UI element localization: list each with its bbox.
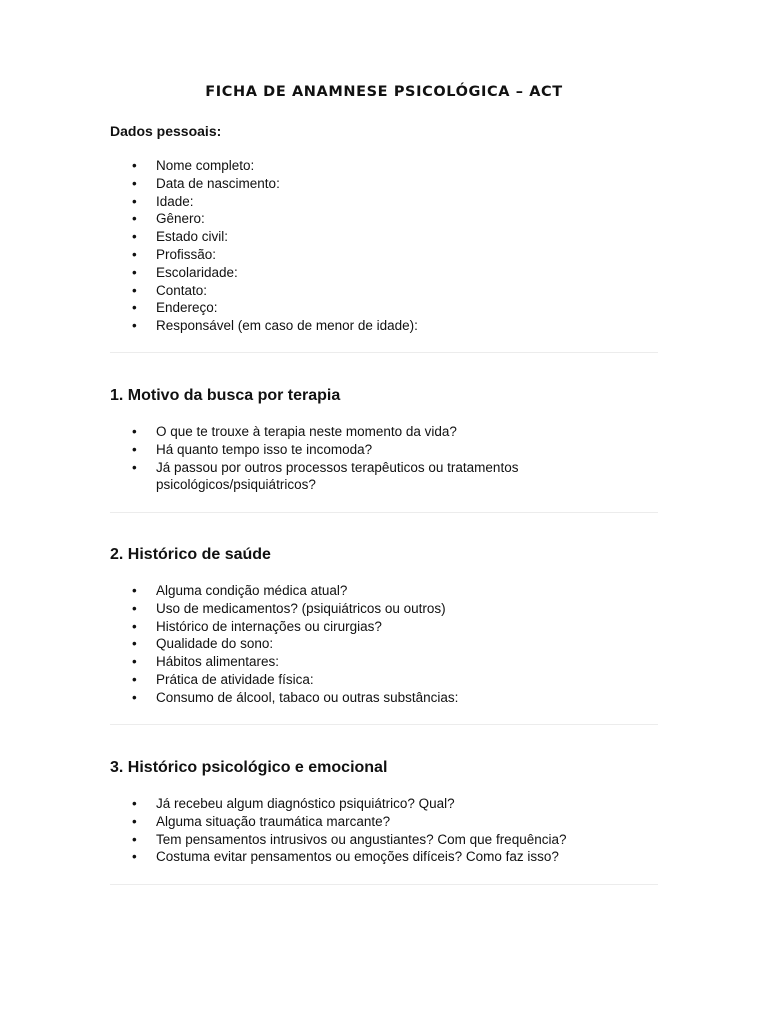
list-item: [110, 317, 658, 335]
list-item-text: Qualidade do sono:: [156, 636, 274, 652]
bullet-icon: •: [132, 600, 137, 616]
bullet-icon: •: [132, 689, 137, 705]
list-item-text: Prática de atividade física:: [156, 671, 314, 687]
bullet-icon: •: [132, 424, 137, 439]
section-divider: [110, 352, 658, 353]
bullet-icon: •: [132, 229, 137, 245]
section-historico-saude: [110, 544, 658, 707]
list-item: [110, 299, 658, 317]
list-item-text: Endereço:: [156, 300, 218, 316]
bullet-icon: •: [132, 246, 137, 262]
list-item-text: Nome completo:: [156, 158, 255, 173]
bullet-icon: •: [132, 459, 137, 475]
bullet-icon: •: [132, 175, 137, 191]
section-list: [110, 582, 658, 707]
personal-data-section: [110, 121, 658, 335]
document-title: FICHA DE ANAMNESE PSICOLÓGICA – ACT: [205, 84, 563, 100]
list-item: [110, 795, 658, 813]
section-historico-psicologico: [110, 757, 658, 866]
list-item-text: Já recebeu algum diagnóstico psiquiátrico? Qual?: [156, 796, 455, 811]
list-item: [110, 459, 596, 495]
list-item-text: Contato:: [156, 282, 208, 298]
section-divider: [110, 512, 658, 513]
list-item: [110, 635, 658, 653]
list-item-text: Consumo de álcool, tabaco ou outras substâncias:: [156, 689, 459, 705]
list-item: [110, 157, 658, 175]
list-item: [110, 600, 658, 618]
list-item: [110, 282, 658, 300]
section-motivo: [110, 385, 658, 494]
list-item-text: Hábitos alimentares:: [156, 654, 280, 670]
list-item-text: Gênero:: [156, 211, 205, 227]
list-item: [110, 582, 658, 600]
list-item-text: Histórico de internações ou cirurgias?: [156, 618, 382, 634]
bullet-icon: •: [132, 441, 137, 457]
section-heading: 3. Histórico psicológico e emocional: [110, 759, 388, 776]
list-item-text: Costuma evitar pensamentos ou emoções difíceis? Como faz isso?: [156, 849, 559, 865]
list-item: [110, 653, 658, 671]
list-item: [110, 831, 658, 849]
list-item: [110, 618, 658, 636]
list-item-text: Idade:: [156, 193, 194, 209]
bullet-icon: •: [132, 583, 137, 598]
list-item-text: Já passou por outros processos terapêuticos ou tratamentos psicológicos/psiquiátricos?: [156, 459, 519, 493]
section-divider: [110, 884, 658, 885]
list-item-text: Data de nascimento:: [156, 175, 280, 191]
bullet-icon: •: [132, 282, 137, 298]
bullet-icon: •: [132, 211, 137, 227]
bullet-icon: •: [132, 618, 137, 634]
list-item: [110, 813, 658, 831]
list-item: [110, 848, 658, 866]
bullet-icon: •: [132, 654, 137, 670]
bullet-icon: •: [132, 300, 137, 316]
list-item: [110, 423, 658, 441]
list-item-text: Alguma condição médica atual?: [156, 583, 348, 598]
list-item: [110, 671, 658, 689]
list-item: [110, 210, 658, 228]
list-item-text: Tem pensamentos intrusivos ou angustiantes? Com que frequência?: [156, 831, 567, 847]
list-item: [110, 193, 658, 211]
list-item: [110, 175, 658, 193]
bullet-icon: •: [132, 636, 137, 652]
section-heading: 1. Motivo da busca por terapia: [110, 387, 341, 404]
list-item: [110, 228, 658, 246]
bullet-icon: •: [132, 158, 137, 173]
list-item-text: Escolaridade:: [156, 264, 238, 280]
bullet-icon: •: [132, 831, 137, 847]
section-heading: 2. Histórico de saúde: [110, 546, 271, 563]
list-item-text: Alguma situação traumática marcante?: [156, 813, 391, 829]
section-list: [110, 423, 658, 494]
list-item-text: O que te trouxe à terapia neste momento da vida?: [156, 424, 457, 439]
bullet-icon: •: [132, 264, 137, 280]
personal-data-list: [110, 157, 658, 335]
section-divider: [110, 724, 658, 725]
bullet-icon: •: [132, 796, 137, 811]
list-item-text: Uso de medicamentos? (psiquiátricos ou outros): [156, 600, 446, 616]
bullet-icon: •: [132, 193, 137, 209]
list-item: [110, 441, 658, 459]
bullet-icon: •: [132, 318, 137, 334]
list-item-text: Responsável (em caso de menor de idade):: [156, 318, 418, 334]
list-item-text: Estado civil:: [156, 229, 229, 245]
personal-data-heading: Dados pessoais:: [110, 123, 222, 139]
list-item: [110, 264, 658, 282]
list-item-text: Profissão:: [156, 246, 217, 262]
bullet-icon: •: [132, 813, 137, 829]
bullet-icon: •: [132, 671, 137, 687]
list-item: [110, 246, 658, 264]
list-item: [110, 689, 658, 707]
section-list: [110, 795, 658, 866]
bullet-icon: •: [132, 849, 137, 865]
list-item-text: Há quanto tempo isso te incomoda?: [156, 441, 373, 457]
